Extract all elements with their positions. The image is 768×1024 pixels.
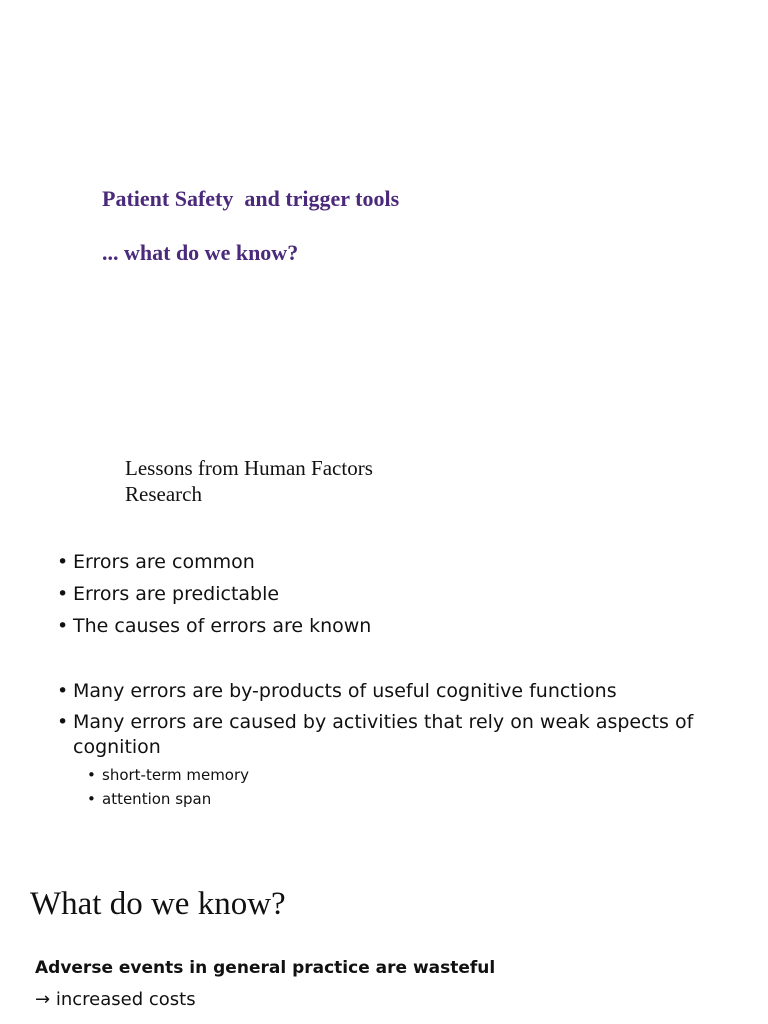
bullet-icon: • — [87, 766, 96, 784]
list-item-text: The causes of errors are known — [73, 615, 372, 637]
list-item-text: Many errors are caused by activities that rely on weak aspects of cognition — [73, 711, 694, 758]
list-item-text: Many errors are by-products of useful cognitive functions — [73, 680, 617, 702]
bullet-icon: • — [57, 551, 69, 573]
arrow-right-icon: → — [35, 989, 51, 1010]
slide-subtitle: ... what do we know? — [102, 240, 299, 265]
list-item-text: Errors are predictable — [73, 583, 280, 605]
bullet-icon: • — [57, 583, 69, 605]
list-item — [57, 710, 697, 760]
section-subheading — [125, 455, 373, 507]
list-item — [57, 614, 697, 639]
sub-list-item — [87, 789, 211, 809]
section-heading: What do we know? — [30, 886, 286, 922]
subheading-line-2: Research — [125, 482, 202, 506]
bold-statement: Adverse events in general practice are wasteful — [35, 958, 496, 978]
sub-list-item — [87, 765, 249, 785]
sub-list-item-text: short-term memory — [102, 766, 250, 784]
subheading-line-1: Lessons from Human Factors — [125, 456, 373, 480]
arrow-statement-text: increased costs — [55, 989, 196, 1010]
bullet-icon: • — [87, 790, 96, 808]
list-item — [57, 679, 697, 704]
bullet-icon: • — [57, 711, 69, 733]
list-item — [57, 550, 697, 575]
list-item-text: Errors are common — [73, 551, 255, 573]
bullet-icon: • — [57, 615, 69, 637]
bullet-icon: • — [57, 680, 69, 702]
sub-list-item-text: attention span — [102, 790, 212, 808]
arrow-statement — [35, 989, 196, 1010]
slide-title: Patient Safety and trigger tools — [102, 186, 400, 211]
list-item — [57, 582, 697, 607]
